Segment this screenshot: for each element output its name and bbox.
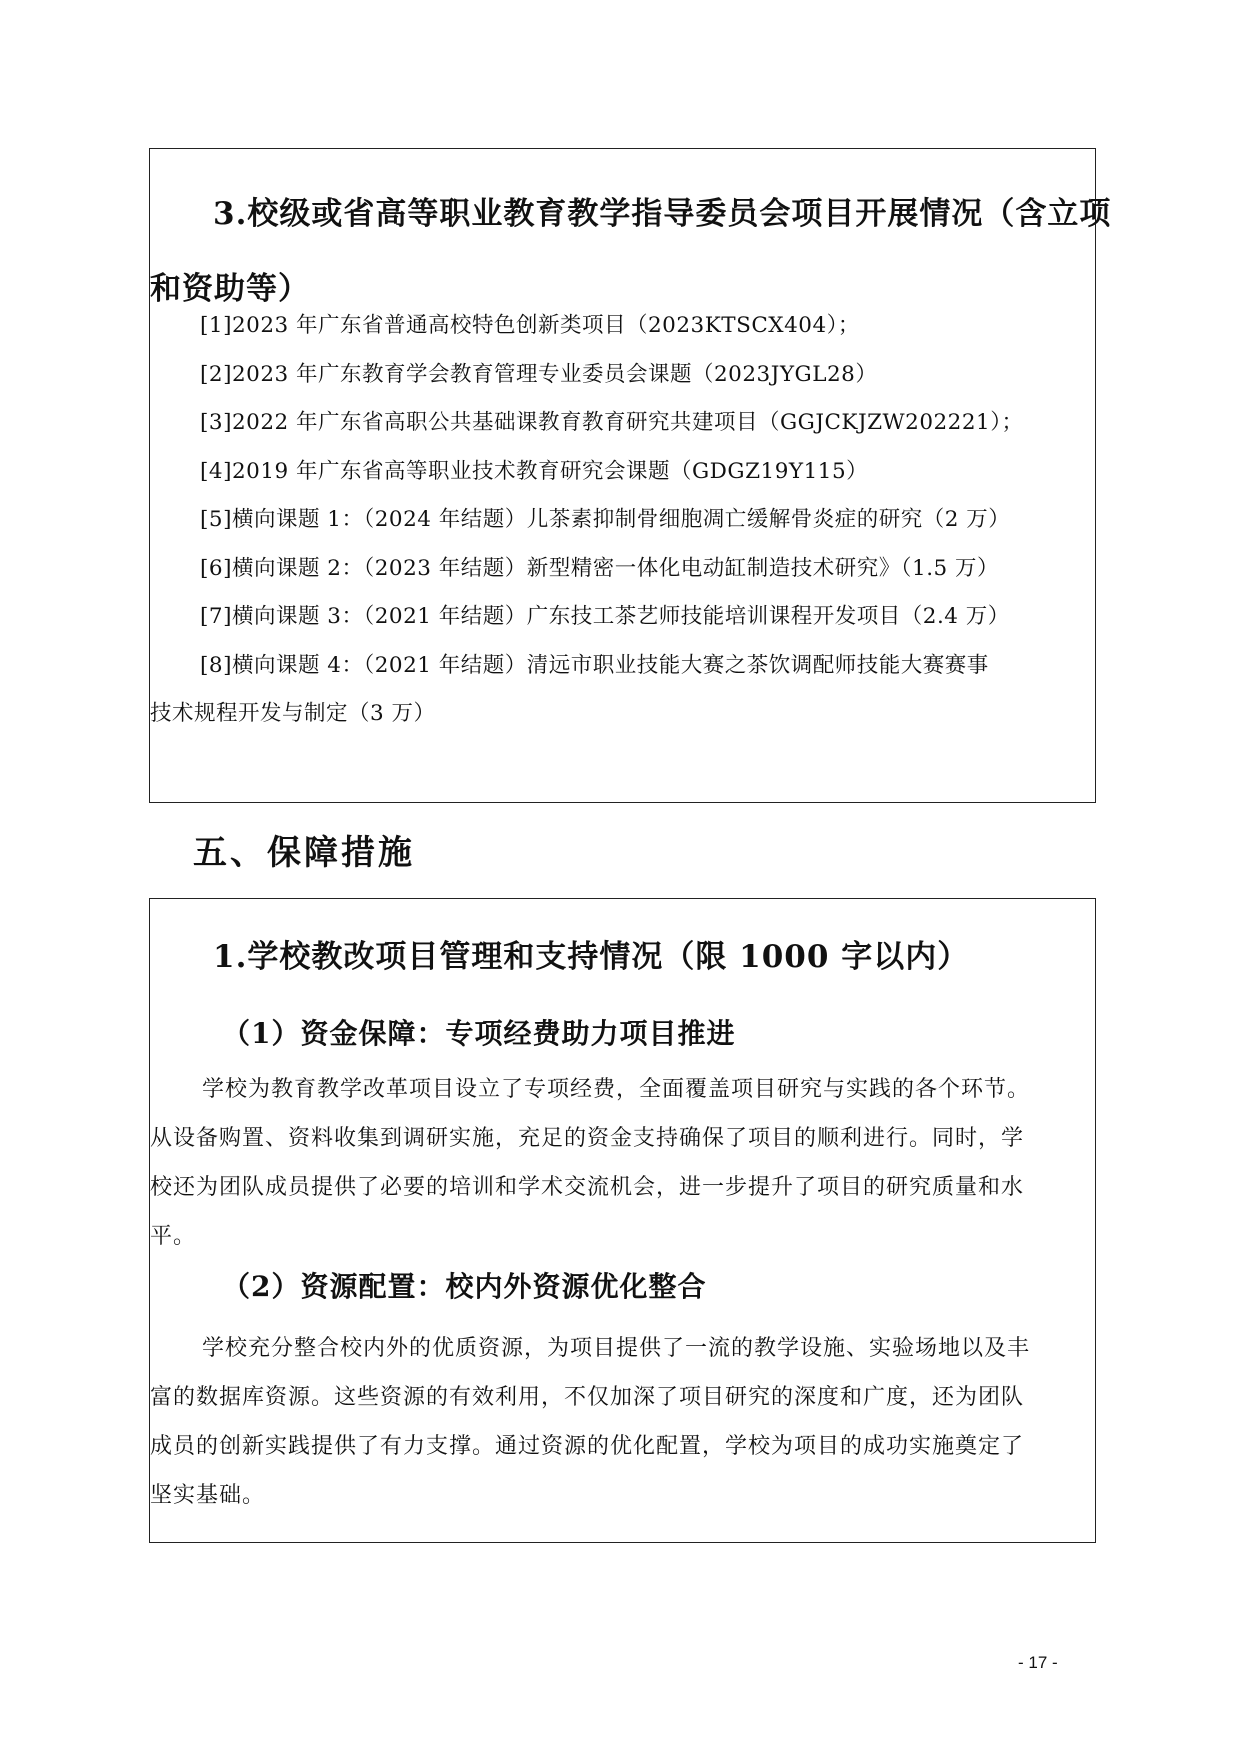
- reference-list: [150, 302, 1095, 739]
- list-item: [1]2023 年广东省普通高校特色创新类项目（2023KTSCX404）；: [200, 313, 860, 338]
- list-item-continuation: 技术规程开发与制定（3 万）: [150, 701, 436, 726]
- section-title: 五、保障措施: [193, 833, 415, 873]
- list-item: [5]横向课题 1：（2024 年结题）儿茶素抑制骨细胞凋亡缓解骨炎症的研究（2 万）: [200, 507, 1011, 532]
- support-measures-box: [149, 898, 1096, 1543]
- paragraph-line: 从设备购置、资料收集到调研实施，充足的资金支持确保了项目的顺利进行。同时，学: [150, 1126, 1025, 1151]
- paragraph-line: 坚实基础。: [150, 1483, 266, 1508]
- list-item: [2]2023 年广东教育学会教育管理专业委员会课题（2023JYGL28）: [200, 361, 878, 387]
- list-item: [3]2022 年广东省高职公共基础课教育教育研究共建项目（GGJCKJZW202221）；: [200, 410, 1024, 435]
- paragraph-line: 学校为教育教学改革项目设立了专项经费，全面覆盖项目研究与实践的各个环节。: [202, 1077, 1031, 1102]
- subheading-resources: （2）资源配置：校内外资源优化整合: [222, 1270, 707, 1303]
- box-heading: 1.学校教改项目管理和支持情况（限 1000 字以内）: [213, 939, 970, 975]
- heading-line-2: 和资助等）: [150, 271, 310, 307]
- subheading-funding: （1）资金保障：专项经费助力项目推进: [222, 1017, 736, 1050]
- paragraph-line: 校还为团队成员提供了必要的培训和学术交流机会，进一步提升了项目的研究质量和水: [150, 1175, 1025, 1200]
- paragraph-line: 成员的创新实践提供了有力支撑。通过资源的优化配置，学校为项目的成功实施奠定了: [150, 1434, 1025, 1459]
- paragraph-resources: [150, 1324, 1095, 1520]
- paragraph-line: 学校充分整合校内外的优质资源，为项目提供了一流的教学设施、实验场地以及丰: [202, 1336, 1031, 1361]
- list-item: [8]横向课题 4：（2021 年结题）清远市职业技能大赛之茶饮调配师技能大赛赛事: [200, 652, 989, 678]
- page-number: - 17 -: [1018, 1653, 1058, 1672]
- paragraph-line: 富的数据库资源。这些资源的有效利用，不仅加深了项目研究的深度和广度，还为团队: [150, 1385, 1025, 1410]
- heading-line-1: 3.校级或省高等职业教育教学指导委员会项目开展情况（含立项: [213, 196, 1112, 232]
- list-item: [6]横向课题 2：（2023 年结题）新型精密一体化电动缸制造技术研究》（1.5 万）: [200, 555, 1000, 581]
- list-item: [4]2019 年广东省高等职业技术教育研究会课题（GDGZ19Y115）: [200, 458, 869, 484]
- paragraph-line: 平。: [150, 1224, 197, 1249]
- project-status-box: [149, 148, 1112, 803]
- list-item: [7]横向课题 3：（2021 年结题）广东技工茶艺师技能培训课程开发项目（2.4 万）: [200, 604, 1010, 629]
- paragraph-funding: [150, 1065, 1095, 1261]
